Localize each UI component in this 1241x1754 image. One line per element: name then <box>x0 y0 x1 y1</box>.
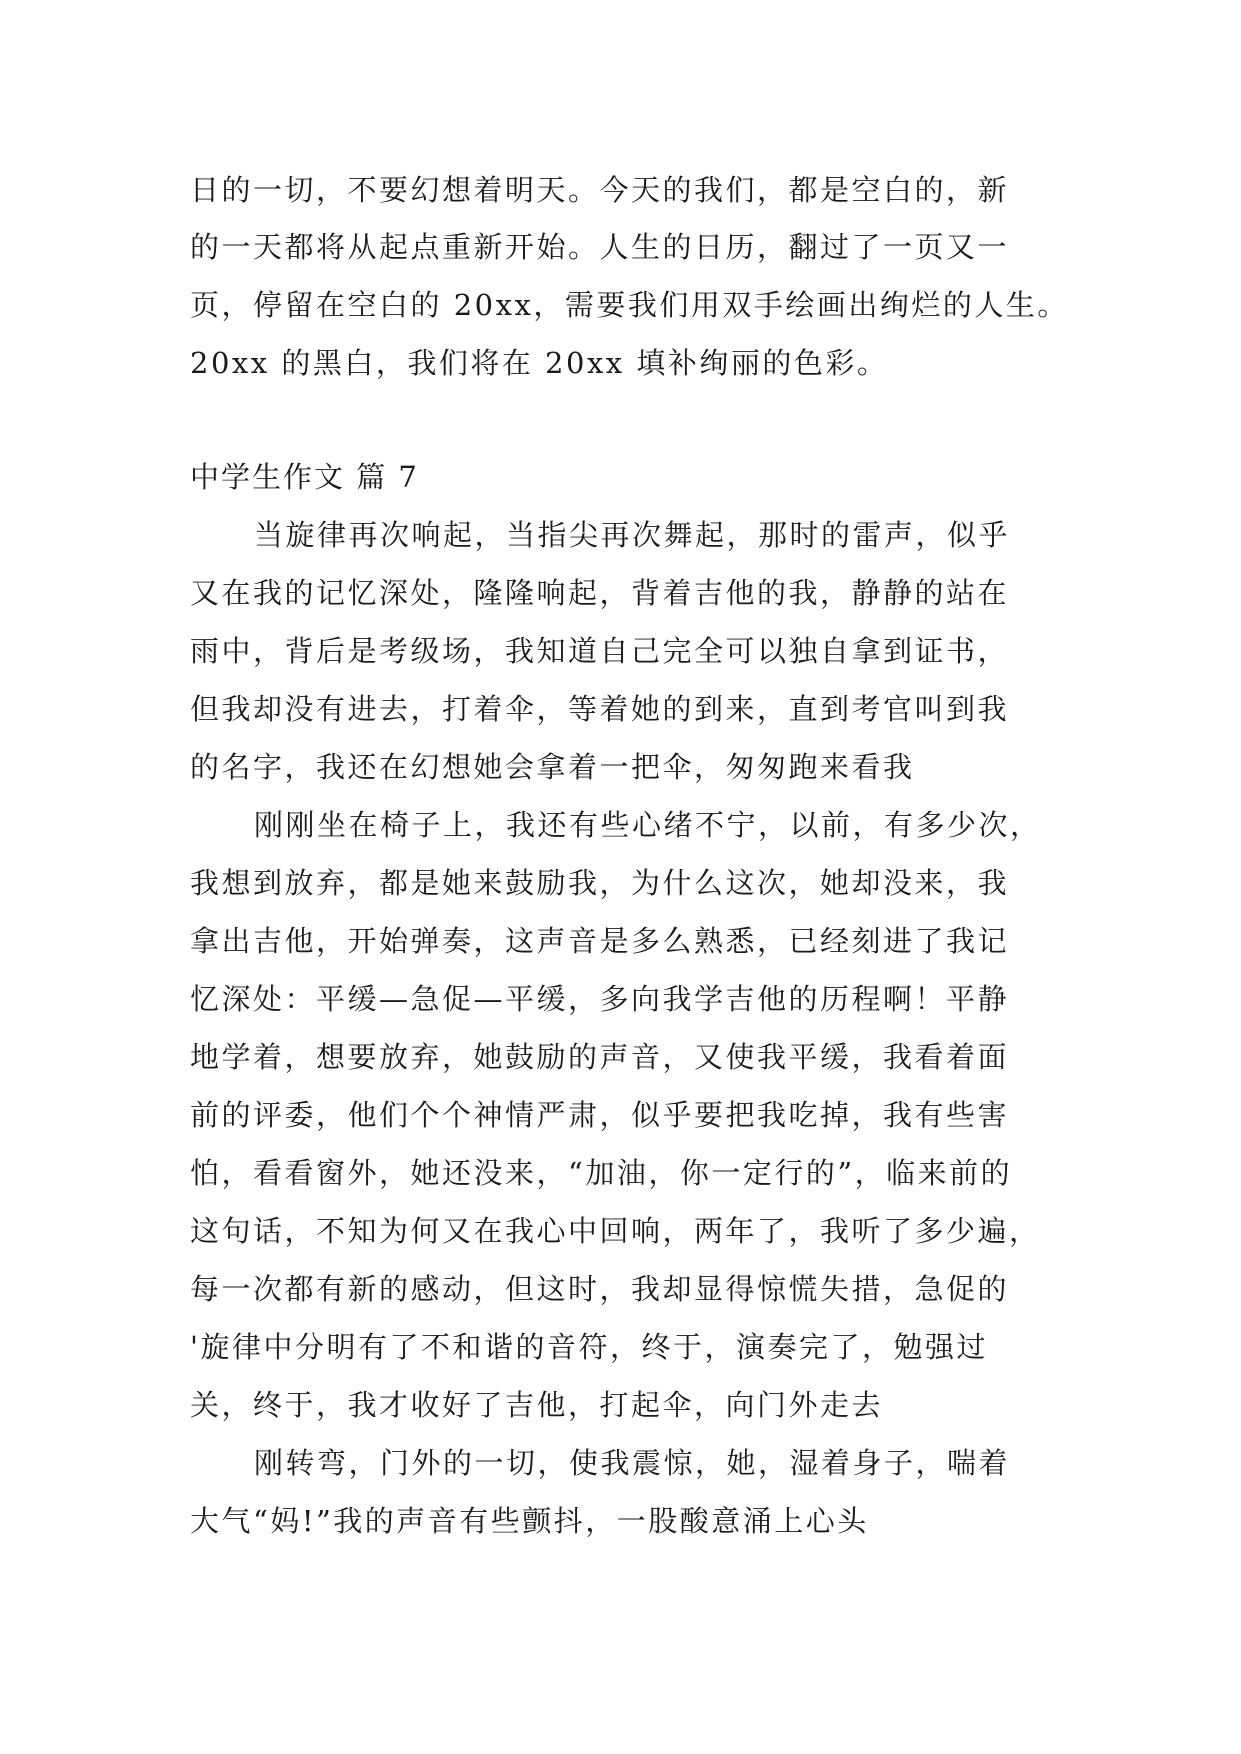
text-line: 我想到放弃，都是她来鼓励我，为什么这次，她却没来，我 <box>190 866 1010 900</box>
text-line: 当旋律再次响起，当指尖再次舞起，那时的雷声，似乎 <box>254 518 1011 552</box>
text-line: 页，停留在空白的 20xx，需要我们用双手绘画出绚烂的人生。 <box>190 288 1069 322</box>
text-line: 怕，看看窗外，她还没来，“加油，你一定行的”，临来前的 <box>190 1156 1013 1190</box>
text-line: 的名字，我还在幻想她会拿着一把伞，匆匆跑来看我 <box>190 750 915 784</box>
text-line: 地学着，想要放弃，她鼓励的声音，又使我平缓，我看着面 <box>190 1040 1010 1074</box>
text-line: 日的一切，不要幻想着明天。今天的我们，都是空白的，新 <box>190 173 1010 207</box>
text-line: 大气“妈!”我的声音有些颤抖，一股酸意涌上心头 <box>190 1504 869 1538</box>
text-line: 每一次都有新的感动，但这时，我却显得惊慌失措，急促的 <box>190 1272 1010 1306</box>
document-page <box>190 0 1069 1754</box>
text-line: 20xx 的黑白，我们将在 20xx 填补绚丽的色彩。 <box>190 346 889 380</box>
section-title: 中学生作文 篇 7 <box>190 460 419 494</box>
text-line: 关，终于，我才收好了吉他，打起伞，向门外走去 <box>190 1388 884 1422</box>
text-line: 忆深处：平缓—急促—平缓，多向我学吉他的历程啊！平静 <box>190 982 1010 1016</box>
text-line: 这句话，不知为何又在我心中回响，两年了，我听了多少遍， <box>190 1214 1041 1248</box>
text-line: 刚刚坐在椅子上，我还有些心绪不宁，以前，有多少次， <box>254 808 1042 842</box>
text-line: 的一天都将从起点重新开始。人生的日历，翻过了一页又一 <box>190 230 1010 264</box>
text-line: '旋律中分明有了不和谐的音符，终于，演奏完了，勉强过 <box>190 1330 988 1364</box>
text-line: 拿出吉他，开始弹奏，这声音是多么熟悉，已经刻进了我记 <box>190 924 1010 958</box>
text-line: 但我却没有进去，打着伞，等着她的到来，直到考官叫到我 <box>190 692 1010 726</box>
text-line: 又在我的记忆深处，隆隆响起，背着吉他的我，静静的站在 <box>190 576 1010 610</box>
text-line: 刚转弯，门外的一切，使我震惊，她，湿着身子，喘着 <box>254 1446 1011 1480</box>
text-line: 雨中，背后是考级场，我知道自己完全可以独自拿到证书， <box>190 634 1010 668</box>
text-line: 前的评委，他们个个神情严肃，似乎要把我吃掉，我有些害 <box>190 1098 1010 1132</box>
